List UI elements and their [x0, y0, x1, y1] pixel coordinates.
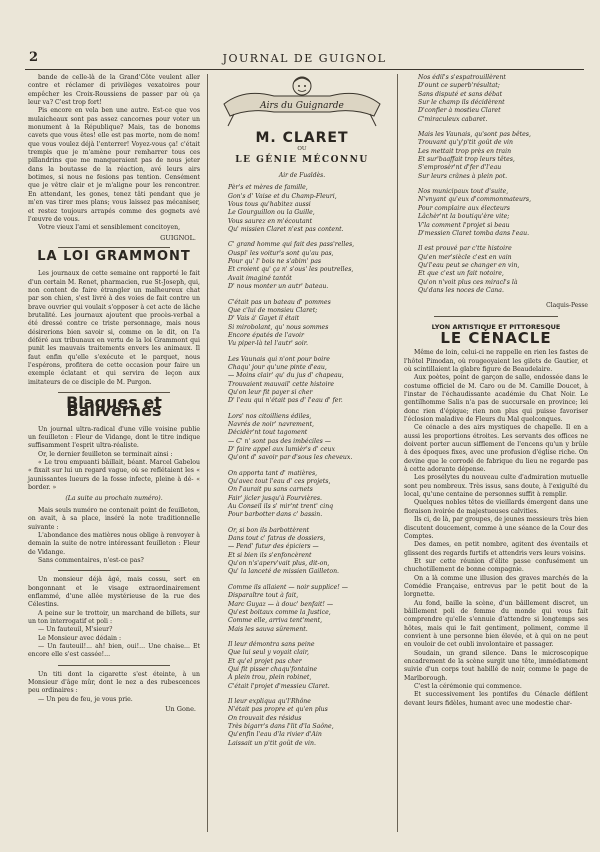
verse-line: Ouspi' les voitur's sont qu'au pas,	[228, 249, 334, 257]
verse-line: D'confier à mostieu Claret	[418, 107, 501, 115]
stanza	[228, 527, 390, 577]
paragraph: Même de loin, celui-ci ne rappelle en rien les fastes de l'hôtel Pimodan, où rougeoyaient les gilets de Gautier, et où scintillaient la glabre figure de Beaudelaire.	[404, 349, 588, 373]
verse-line: Les Vaunais qui n'ont pour boire	[228, 355, 330, 363]
claret-subtitle: LE GÉNIE MÉCONNU	[235, 154, 369, 165]
stanza	[228, 470, 390, 520]
verse-line: Encore épatés de l'avoir	[228, 331, 304, 339]
stanza	[228, 584, 390, 634]
paragraph: Mais seuls numéro ne contenait point de feuilleton, on avait, à sa place, inséré la note traditionnelle suivante :	[28, 506, 200, 531]
verse-line: Marc Guyaz — à douc' benfait! —	[228, 600, 334, 608]
verse-line: Pour complaire aux électeurs	[418, 204, 510, 212]
verse-line: Or, si bon ils barbottèrent	[228, 526, 310, 534]
banner-text: Airs du Guignarde	[260, 101, 344, 111]
verse-line: D' l'eau qui n'était pas d' l'eau d' fer.	[228, 397, 343, 405]
verse-line: Que lui seul y voyait clair,	[228, 649, 310, 657]
verse-line: Nos édil's s'espatrouillèrent	[418, 74, 506, 81]
verse-line: — Pend' futur des épiciers —	[228, 543, 319, 551]
verse-line: — Moins clair' qu' du jus d' chapeau,	[228, 372, 344, 380]
verse-line: Et qu'el projet pas cher	[228, 657, 302, 665]
verse-line: Avait imaginé tantôt	[228, 274, 292, 282]
paragraph: Des dames, en petit nombre, agitent des éventails et glissent des regards furtifs et attendris vers leurs voisins.	[404, 541, 588, 557]
verse-line: Que c'lui de monsieu Claret;	[228, 306, 318, 314]
verse-line: D'ount ce superb'résultat;	[418, 82, 500, 90]
column-divider-1	[207, 74, 208, 832]
column-1	[28, 74, 200, 713]
verse-line: Sans disputé et sans débat	[418, 90, 503, 98]
verse-line: D'messien Claret tomba dans l'eau.	[418, 229, 530, 237]
cenacle-article	[404, 349, 588, 708]
verse-line: Fair' jicler jusqu'à Fourvières.	[228, 494, 322, 502]
paragraph: Quelques nobles têtes de vieillards émergent dans une floraison ivoirée de majestueuses calvities.	[404, 499, 588, 515]
paragraph: Aux poètes, point de garçon de salle, endossée dans le costume officiel de M. Caro ou de M. Camille Doucet, à l'instar de l'échaudissante académie du Chat Noir. Le gentilhomme Salis n'a pas de succursale en province; lei donc rien d'épique; rien non plus qui puisse favoriser l'éclosion maladive de Fleurs du Mal quelconques.	[404, 374, 588, 424]
verse-line: Qu'enfin l'eau d'la rivier d'Ain	[228, 731, 322, 739]
verse-line: On apporta tant d' matières,	[228, 469, 318, 477]
verse-line: Lâchèr'nt la boutiqu'ère vite;	[418, 213, 510, 221]
stanza	[418, 74, 588, 124]
paragraph: Et sur cette réunion d'élite passe confusément un chuchotillement de bonne compagnie.	[404, 557, 588, 574]
verse-line: — C' n' sont pas des imbéciles —	[228, 437, 331, 445]
claret-ou: OU	[297, 146, 307, 153]
verse-line: Pèr's et mères de famille,	[228, 184, 308, 192]
paragraph: Un titi dont la cigarette s'est éteinte, à un Monsieur d'âge mûr, dont le nez a des rubescences peu ordinaires :	[28, 670, 200, 695]
paragraph: Ils ci, de là, par groupes, de jeunes messieurs très bien discutent doucement, comme à une séance de la Cour des Comptes.	[404, 516, 588, 540]
verse-line: Chaqu' jour qu'une pinte d'eau,	[228, 363, 327, 371]
grammont-article	[28, 270, 200, 387]
verse-line: Dans tout c' fatras de dossiers,	[228, 535, 326, 543]
stanza	[418, 131, 588, 181]
stanza	[228, 356, 390, 406]
paragraph: Or, le dernier feuilleton se terminait ainsi :	[38, 450, 173, 458]
paragraph: « Le trou empuanti bâillait, béant. Marcel Gabelou « fixait sur lui un regard vague, où se reflétaient les « jaunissantes lueurs de la fosse infecte, pleine à dé- « border. »	[28, 459, 200, 492]
section-divider	[434, 316, 558, 317]
paragraph: bande de celle-là de la Grand'Côte veulent aller contre et réclamer di privilèges vexatoires pour empêcher les Croix-Roussiens de passer par où ça leur va? C'est trop fort!	[28, 74, 200, 107]
stanza	[228, 698, 390, 748]
verse-line: V'la comment l'projet si beau	[418, 221, 510, 229]
blagues-article-continued	[28, 507, 200, 565]
verse-line: Lors' nos citoilliens édiles,	[228, 412, 312, 420]
paragraph: C'est la cérémonie qui commence.	[414, 683, 522, 691]
verse-line: Comme ils allaient — noir supplice! —	[228, 583, 348, 591]
claret-poem-continued	[404, 74, 588, 295]
column-divider-2	[397, 74, 398, 832]
grammont-heading: LA LOI GRAMMONT	[37, 248, 191, 264]
intro-text	[28, 74, 200, 233]
verse-line: Qu'on n'voit plus ces miracl's là	[418, 278, 518, 286]
verse-line: Qu'on leur fit payer si cher	[228, 388, 313, 396]
verse-line: Les mettait trop près en train	[418, 147, 512, 155]
verse-line: Qu'on n's'aperv'vait plus, dit-on,	[228, 560, 330, 568]
paragraph: A peine sur le trottoir, un marchand de billets, sur un ton interrogatif et poli :	[28, 609, 200, 625]
air-title: Air de Fualdès.	[278, 172, 326, 180]
blagues-anecdote-2	[28, 671, 200, 704]
guignol-banner-icon	[214, 74, 390, 128]
verse-line: Et croient qu' ça n' s'ous' les poutrelles,	[228, 266, 354, 274]
verse-line: Disparaître tout à fait,	[228, 592, 299, 600]
verse-line: C' grand homme qui fait des pass'relles,	[228, 241, 355, 249]
verse-line: Vous tous qu'habitez aussi	[228, 201, 311, 209]
stanza	[228, 413, 390, 463]
verse-line: Qu' la lanceté de missien Gailleton.	[228, 568, 340, 576]
verse-line: D' faire appel aux lumièr's d' ceux	[228, 446, 336, 453]
paragraph: Au fond, baille la scène, d'un bâillement discret, un bâillement poli de femme du monde qui vous fait comprendre qu'elle s'ennuie d'attendre si longtemps ses hôtes, mais qui le fait gentiment, poliment, comme il convient à une personne bien élevée, et à qui on ne peut en vouloir de cet oubli involontaire et passager.	[404, 599, 588, 649]
paragraph: Un monsieur déjà âgé, mais cossu, sert en bongonnant et le visage extraordinairement enflammé, d'une allée mystérieuse de la rue des Célestins.	[28, 576, 200, 609]
column-2	[214, 74, 390, 755]
stanza	[228, 241, 390, 291]
verse-line: S'emprosèr'nt d'fer d'l'eau	[418, 164, 502, 172]
verse-line: Navrés de noir' navrement,	[228, 420, 315, 428]
verse-line: Qu'ont d' savoir par d'sous les cheveux.	[228, 454, 353, 462]
verse-line: N'vnyant qu'eux d'commonmateurs,	[418, 196, 532, 204]
verse-line: Trouvaient mauvail' cette histoire	[228, 380, 335, 388]
verse-line: À plein trou, plein robinet,	[228, 674, 312, 682]
paragraph: Le Monsieur avec dédain :	[38, 634, 122, 642]
paragraph: Un journal ultra-radical d'une ville voisine publie un feuilleton : Fleur de Vidange, dont le titre indique suffisamment l'esprit ultra-réaliste.	[28, 425, 200, 450]
paragraph: L'abondance des matières nous oblige à renvoyer à demain la suite de notre intéressant feuilleton : Fleur de Vidange.	[28, 531, 200, 556]
verse-line: Au Conseil ils s' mir'nt trent' cinq	[228, 503, 334, 511]
verse-line: D' nous monter un autr' bateau.	[228, 283, 329, 291]
paragraph: Votre vieux l'ami et sensiblement concitoyen,	[38, 224, 181, 232]
verse-line: D' Vais à' Gayet il était	[228, 315, 300, 323]
verse-line: Qui fit pisser chaqu'fontaine	[228, 665, 318, 673]
stanza	[228, 299, 390, 349]
paragraph: Soudain, un grand silence. Dans le microscopique encadrement de la scène surgit une tête, immédiatement suivie d'un corps tout habillé de noir, comme le page de Marlborough.	[404, 649, 588, 682]
airs-banner-illustration	[214, 74, 390, 128]
paragraph: Ce cénacle a des airs mystiques de chapelle. Il en a aussi les proportions étroites. Les servants des offices ne doivent porter aucun sifflement de l'encens qu'un y brûle à des époques fixes, avec une profusion d'église riche. On devine que le corrodé de fabrique du lieu ne regarde pas à cette adorante dépense.	[404, 424, 588, 474]
blagues-anecdote-1	[28, 576, 200, 659]
verse-line: C'était l'projet d'messieu Claret.	[228, 682, 330, 690]
stanza	[228, 184, 390, 234]
verse-line: Nos municipaux tout d'suite,	[418, 188, 509, 196]
stanza	[418, 245, 588, 295]
cenacle-heading: LE CÉNACLE	[440, 328, 552, 347]
verse-line: Très bigarr's dans l'lit d'la Saône,	[228, 722, 334, 730]
column-3	[404, 74, 588, 708]
section-divider	[58, 665, 170, 666]
verse-line: Et que c'est un fait notoire,	[418, 270, 504, 278]
verse-line: Vous saurez en m'écoutant	[228, 217, 313, 225]
page-number: 2	[29, 50, 39, 65]
blagues-heading: Blagues et Balivernes	[66, 393, 162, 421]
paragraph: — Un fauteuil!... ah! bien, oui!... Une chaise... Et encore elle s'est cassée!...	[28, 642, 200, 659]
blagues-article	[28, 426, 200, 493]
verse-line: Mais les sauva sûrement.	[228, 625, 308, 633]
verse-line: On l'aurait pu sans carnets	[228, 486, 313, 494]
verse-line: On trouvait des résidus	[228, 714, 302, 722]
verse-line: Mais les Vaunais, qu'sont pas bêtes,	[418, 131, 531, 139]
verse-line: Qu' missien Claret n'est pas content.	[228, 226, 344, 234]
paragraph: Les prosélytes du nouveau culte d'admiration mutuelle sont peu nombreux. Très issus, sans doute, à l'exiguïté du local, qu'une centaine de personnes suffit à remplir.	[404, 474, 588, 499]
verse-line: Décidèr'nt tout tagoment	[228, 429, 308, 437]
page-header	[25, 52, 584, 66]
verse-line: Trouvant qu'y'p'tit goût de vin	[418, 139, 514, 147]
section-divider	[58, 247, 170, 248]
verse-line: Il leur expliqua qu'l'Rhône	[228, 697, 311, 705]
paragraph: Sans commentaires, n'est-ce pas?	[38, 556, 144, 564]
verse-line: C'miraculeux cabaret.	[418, 115, 488, 123]
blagues-note: (La suite au prochain numéro).	[65, 495, 163, 503]
lyon-heading: LYON ARTISTIQUE ET PITTORESQUE	[431, 322, 561, 331]
claret-heading: M. CLARET	[255, 130, 349, 146]
paragraph: Et successivement les pontifes du Cénacle défilent devant leurs fidèles, humant avec une modestie char-	[404, 691, 588, 707]
verse-line: Sur le champ ils décidèrent	[418, 99, 505, 107]
verse-line: Qu'dans les noces de Cana.	[418, 286, 504, 294]
verse-line: Comme elle, arriva tent'ment,	[228, 617, 323, 625]
verse-line: Qu'l'eau peut se changer en vin,	[418, 261, 520, 269]
paragraph: Les journaux de cette semaine ont rapporté le fait d'un certain M. Renet, pharmacien, rue St-Joseph, qui, non content de faire étrangler un malheureux chat par son chien, s'est livré à des voies de fait contre un brave ouvrier qui voulait s'opposer à cet acte de lâche brutalité. Les journaux ajoutent que procès-verbal a été dressé contre ce triste personnage, mais nous désirerions bien savoir si, comme on le dit, on l'a déféré aux tribunaux en vertu de la loi Grammont qui punit les mauvais traitements envers les animaux. Il faut enfin qu'elle s'exécute et le parquet, nous l'espérons, profitera de cette occasion pour faire un exemple éclatant et qui servira de leçon aux imitateurs de ce disciple de M. Purgon.	[28, 270, 200, 386]
header-rule	[25, 69, 584, 70]
verse-line: C'était pas un bateau d' pommes	[228, 298, 331, 306]
verse-line: Pour barbotter dans c' bassin.	[228, 511, 323, 519]
verse-line: Laissait un p'tit goût de vin.	[228, 739, 316, 747]
claret-poem	[214, 184, 390, 748]
paragraph: — Un fauteuil, M'sieur?	[38, 626, 113, 634]
verse-line: N'était pas propre et qu'en plus	[228, 706, 328, 714]
verse-line: Et si bien ils s'enfoncèrent	[228, 551, 312, 559]
stanza	[418, 188, 588, 238]
stanza	[228, 641, 390, 691]
verse-line: Gon's d' Vaise et du Champ-Fleuri,	[228, 192, 337, 200]
section-divider	[58, 570, 170, 571]
verse-line: Si mirobolant, qu' nous sommes	[228, 323, 329, 331]
paragraph: Pis encore en vela ben une autre. Est-ce que vos mulaicheaux sont pas assez cancornes pour voter un monument à la République? Mais, tas de bonoms cavets que vous êtes! elle est pas morte, nom de nom! que vous voulez déjà l'enterrer! Voyez-vous ça! c'était trempis que je m'amène pour remharrer tous ces pillandrins que me manqueraient pas de nous jeter dans la boutasse de la réaction, avé leurs airs botimes, si nous ne fesions pas tention. Censément que je vêtre clair et je m'aligne pour les rencontrer. En attendant, les gones, tenez tâti pendant que je m'en vas tirer mes plans; vous laissez pas mécaniser, et restez toujours arrapés comme des gognets avé l'œuvre de vous.	[28, 107, 200, 223]
verse-line: Vu piper-là tel l'autr' soir.	[228, 340, 308, 348]
poem-signature: Claquis-Pesse	[546, 302, 588, 310]
blagues-signature: Un Gone.	[165, 705, 196, 714]
verse-line: Et sur'baaffait trop leurs têtes,	[418, 156, 515, 164]
verse-line: Pour qu' l' bois ne s'abim' pas	[228, 258, 322, 266]
paragraph: — Un peu de feu, je vous prie.	[38, 695, 133, 703]
verse-line: Sur leurs crânes à plein pot.	[418, 172, 508, 180]
verse-line: Qu'avec tout l'eau d' ces projets,	[228, 478, 331, 486]
verse-line: Qu'en mer'siècle c'est en vain	[418, 253, 512, 261]
guignol-signature: GUIGNOL.	[160, 233, 196, 242]
verse-line: Qu'est boitaux comme la Justice,	[228, 608, 331, 616]
journal-title: JOURNAL DE GUIGNOL	[222, 52, 387, 65]
verse-line: Le Gourguillon ou la Guille,	[228, 209, 315, 217]
verse-line: Il leur démontra sans peine	[228, 640, 315, 648]
paragraph: On a là comme une illusion des graves marchés de la Comédie Française, entrevus par le petit bout de la lorgnette.	[404, 574, 588, 599]
verse-line: Il est prouvé par c'tte histoire	[418, 245, 512, 253]
